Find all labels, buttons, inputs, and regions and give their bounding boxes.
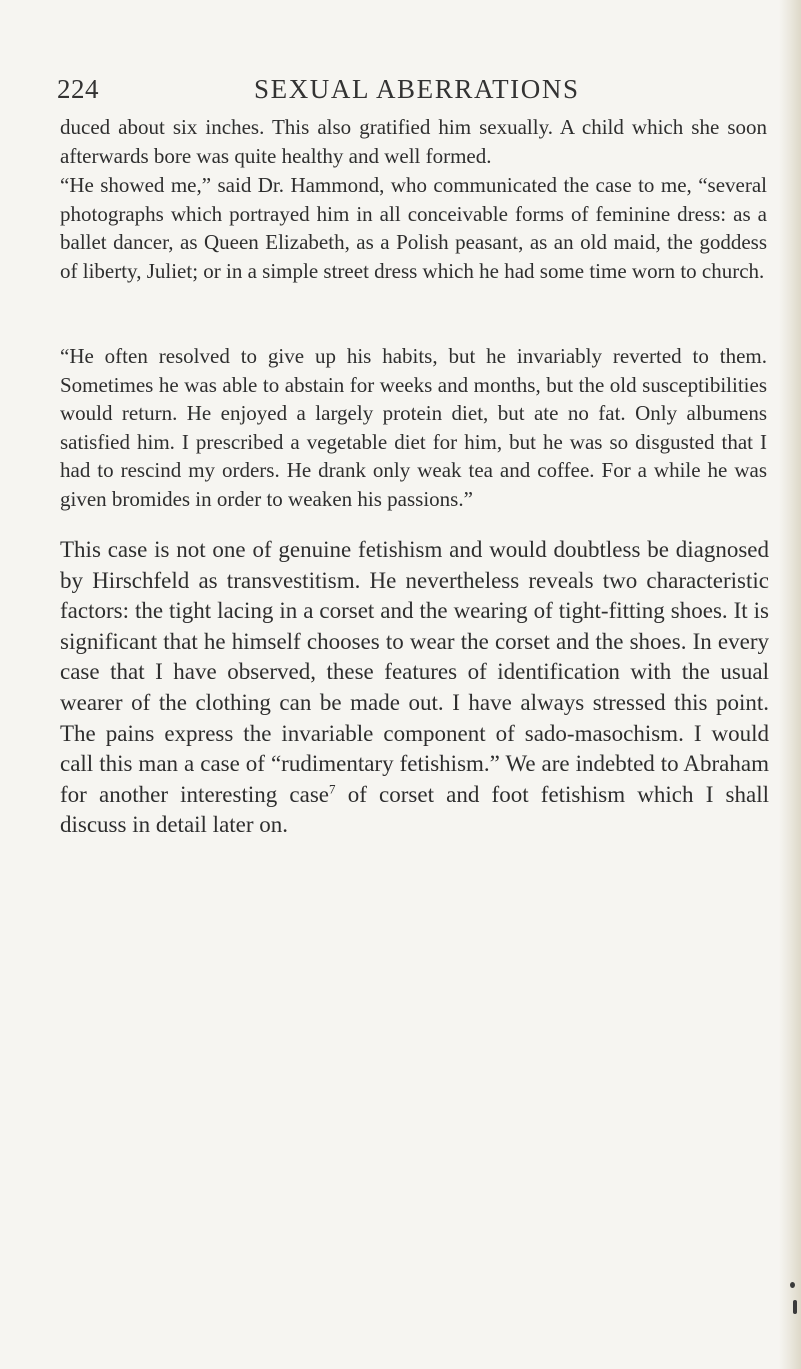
paragraph-analysis <box>60 535 769 841</box>
analysis-text-end: of corset and foot fetishism which I shall discuss in detail later on. <box>60 781 769 838</box>
analysis-text: This case is not one of genuine fetishism and would doubtless be diagnosed by Hirschfeld as transvestitism. He nevertheless reveals two characteristic factors: the tight lacing in a corset and the wearing of tight-fitting shoes. It is significant that he himself chooses to wear the corset and the shoes. In every case that I have observed, these features of identification with the usual wearer of the clothing can be made out. I have always stressed this point. The pains express the invariable component of sado-masochism. I would call this man a case of “rudimentary fetishism.” We are indebted to Abraham for another interesting case <box>60 537 769 807</box>
page-number: 224 <box>57 74 99 104</box>
ink-speck <box>793 1300 797 1314</box>
page-edge-shadow <box>779 0 801 1369</box>
ink-speck <box>790 1282 795 1288</box>
paragraph-continued: duced about six inches. This also gratified him sexually. A child which she soon afterwards bore was quite healthy and well formed. <box>60 115 767 168</box>
footnote-reference[interactable]: 7 <box>329 781 336 797</box>
paragraph-quote-photographs: “He showed me,” said Dr. Hammond, who communicated the case to me, “several photographs which portrayed him in all conceivable forms of feminine dress: as a ballet dancer, as Queen Elizabeth, as a Polish peasant, as an old maid, the goddess of liberty, Juliet; or in a simple street dress which he had some time worn to church. <box>60 173 767 283</box>
paragraph-quote-habits: “He often resolved to give up his habits, but he invariably reverted to them. Sometimes he was able to abstain for weeks and months, but the old susceptibilities would return. He enjoyed a largely protein diet, but ate no fat. Only albumens satisfied him. I prescribed a vegetable diet for him, but he was so disgusted that I had to rescind my orders. He drank only weak tea and coffee. For a while he was given bromides in order to weaken his passions.” <box>60 344 767 511</box>
running-title: SEXUAL ABERRATIONS <box>254 74 580 104</box>
running-head <box>57 70 772 114</box>
